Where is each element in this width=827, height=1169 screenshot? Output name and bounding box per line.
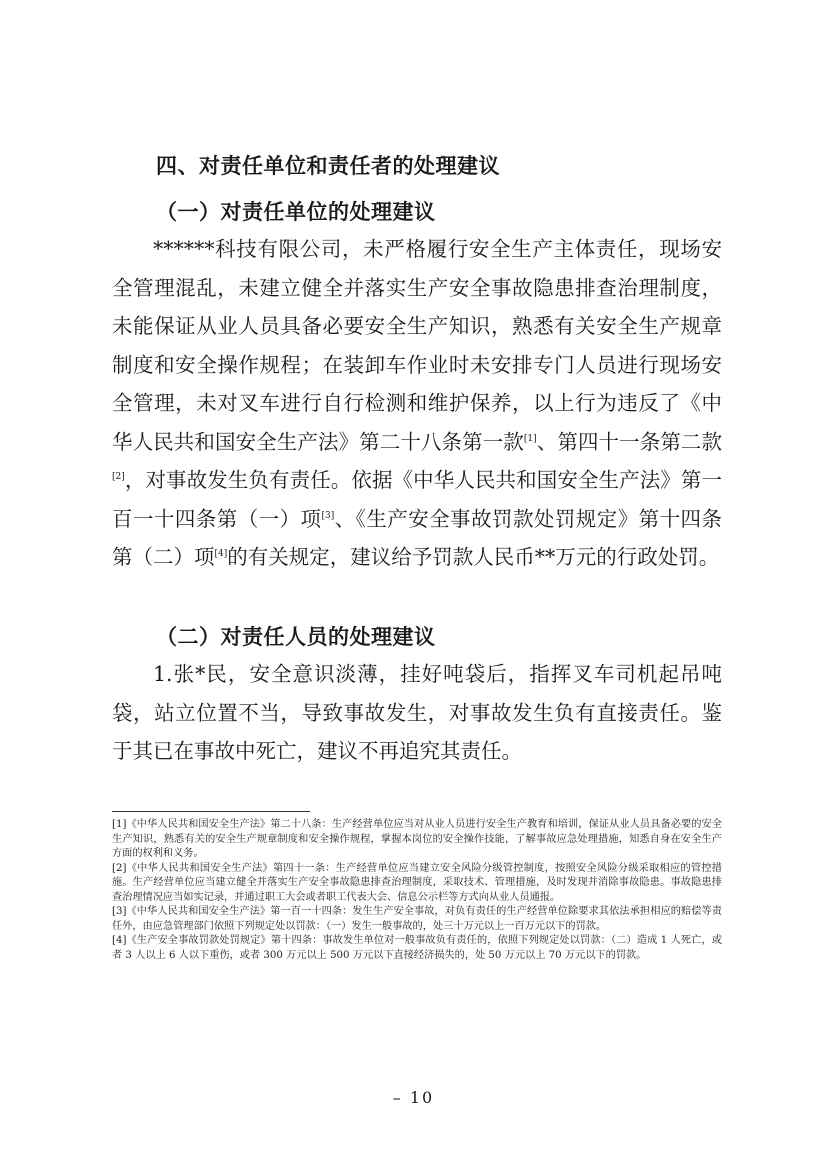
footnote-1: [1]《中华人民共和国安全生产法》第二十八条：生产经营单位应当对从业人员进行安全生产教育和培训，保证从业人员具备必要的安全生产知识，熟悉有关的安全生产规章制度和安全操作规程，掌握本岗位的安全操作技能，了解事故应急处理措施，知悉自身在安全生产方面的权利和义务。 bbox=[112, 819, 722, 859]
section-heading-units: （一）对责任单位的处理建议 bbox=[156, 200, 436, 224]
footnotes bbox=[112, 818, 722, 963]
paragraph-text: 、《生产安全事故罚款处罚规定》第十四条第（二）项 bbox=[112, 506, 723, 569]
paragraph-text: 、第四十一条第二款 bbox=[536, 429, 723, 454]
footnote-ref-2: [2] bbox=[112, 472, 125, 483]
footnote-divider bbox=[112, 811, 310, 812]
page-number: – 10 bbox=[392, 1088, 435, 1107]
section-persons-body bbox=[112, 655, 722, 771]
section-heading-persons: （二）对责任人员的处理建议 bbox=[156, 625, 436, 649]
footnote-ref-3: [3] bbox=[321, 510, 335, 521]
main-heading: 四、对责任单位和责任者的处理建议 bbox=[156, 154, 500, 178]
footnote-4: [4]《生产安全事故罚款处罚规定》第十四条：事故发生单位对一般事故负有责任的，依照下列规定处以罚款：（二）造成 1 人死亡，或者 3 人以上 6 人以下重伤，或者 300 万元以上 500 万元以下直接经济损失的，处 50 万元以上 70 万元以下的罚款。 bbox=[112, 935, 722, 961]
paragraph-person-1: 1.张*民，安全意识淡薄，挂好吨袋后，指挥叉车司机起吊吨袋，站立位置不当，导致事故发生，对事故发生负有直接责任。鉴于其已在事故中死亡，建议不再追究其责任。 bbox=[112, 662, 722, 763]
section-units-body bbox=[112, 230, 722, 577]
footnote-ref-1: [1] bbox=[523, 433, 537, 444]
paragraph-text: ******科技有限公司，未严格履行安全生产主体责任，现场安全管理混乱，未建立健全并落实生产安全事故隐患排查治理制度，未能保证从业人员具备必要安全生产知识，熟悉有关安全生产规章制度和安全操作规程；在装卸车作业时未安排专门人员进行现场安全管理，未对叉车进行自行检测和维护保养，以上行为违反了《中华人民共和国安全生产法》第二十八条第一款 bbox=[112, 237, 722, 454]
paragraph-company-liability bbox=[112, 230, 722, 577]
paragraph-text: 的有关规定，建议给予罚款人民币**万元的行政处罚。 bbox=[227, 545, 720, 569]
footnote-3: [3]《中华人民共和国安全生产法》第一百一十四条：发生生产安全事故，对负有责任的生产经营单位除要求其依法承担相应的赔偿等责任外，由应急管理部门依照下列规定处以罚款：（一）发生一般事故的，处三十万元以上一百万元以下的罚款。 bbox=[112, 906, 722, 932]
footnote-ref-4: [4] bbox=[214, 549, 228, 560]
paragraph-text: ，对事故发生负有责任。依据《中华人民共和国安全生产法》第一百一十四条第（一）项 bbox=[112, 468, 722, 531]
footnote-2: [2]《中华人民共和国安全生产法》第四十一条：生产经营单位应当建立安全风险分级管控制度，按照安全风险分级采取相应的管控措施。生产经营单位应当建立健全并落实生产安全事故隐患排查治理制度，采取技术、管理措施，及时发现并消除事故隐患。事故隐患排查治理情况应当如实记录，并通过职工大会或者职工代表大会、信息公示栏等方式向从业人员通报。 bbox=[112, 862, 722, 903]
